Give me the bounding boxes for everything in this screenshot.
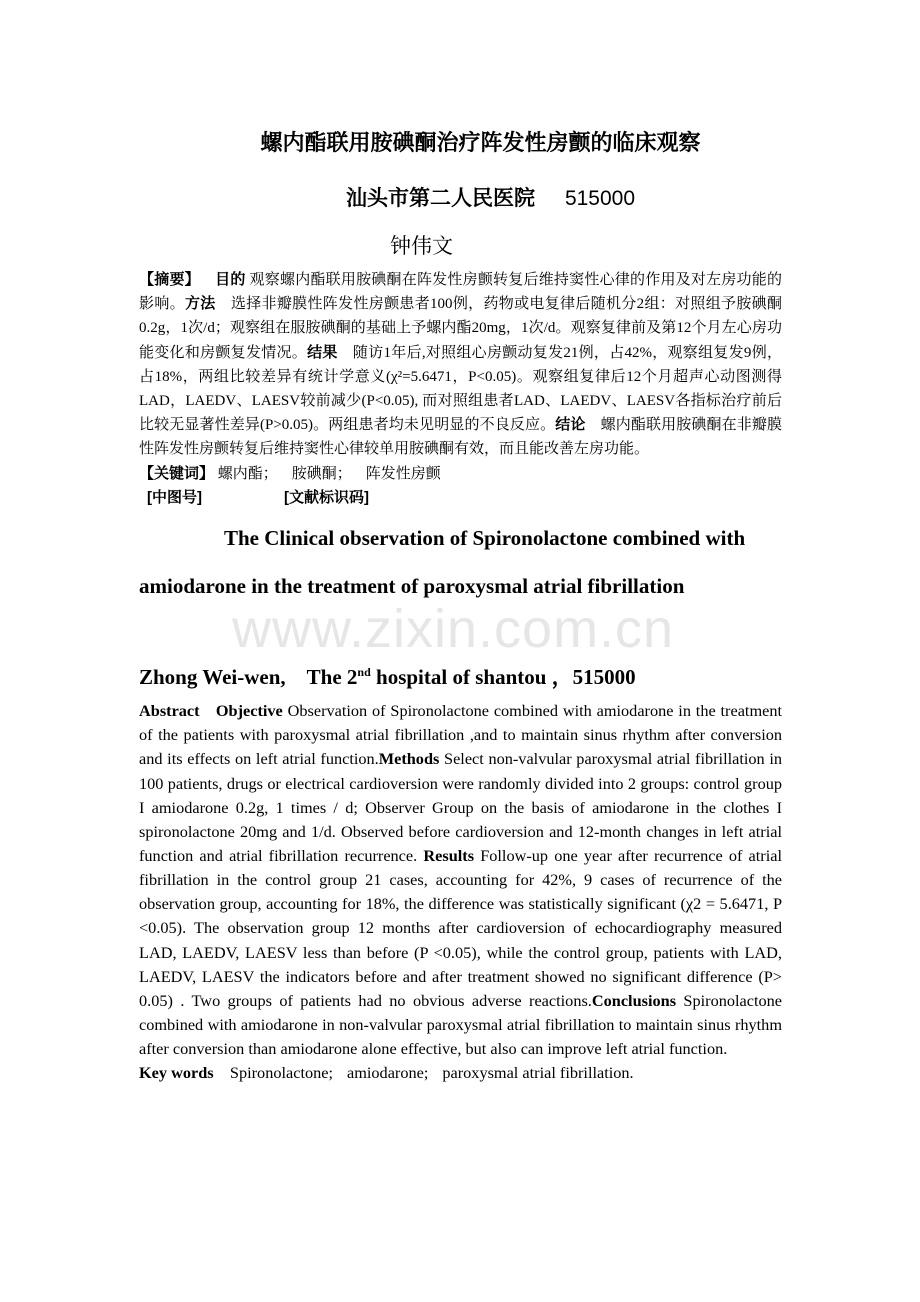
abstract-label: 【摘要】 [139, 271, 200, 288]
objective-label: 目的 [214, 271, 246, 288]
affiliation-cn [139, 184, 782, 214]
keywords-label: 【关键词】 [139, 465, 215, 482]
keywords-cn [139, 462, 782, 486]
classification-line [139, 486, 782, 510]
postcode: 515000 [564, 187, 636, 210]
methods-label: 方法 [184, 295, 216, 313]
keyword-en: Spironolactone; [229, 1063, 333, 1083]
methods-text: 选择非瓣膜性阵发性房颤患者100例，药物或电复律后随机分2组：对照组予胺碘酮0.2g，1次/d；观察组在服胺碘酮的基础上予螺内酯20mg，1次/d。观察复律前及第12个月左心房功能变化和房颤复发情况。 [139, 296, 782, 361]
keyword: 阵发性房颤 [365, 465, 441, 482]
results-text-en: Follow-up one year after recurrence of atrial fibrillation in the control group 21 cases, accounting for 42%, 9 cases of recurrence of the observation group, accounting for 18%, the difference was statistically significant (χ2 = 5.6471, P <0.05). The observation group 12 months after cardioversion of echocardiography measured LAD, LAEDV, LAESV less than before (P <0.05), while the control group, patients with LAD, LAEDV, LAESV the indicators before and after treatment showed no significant difference (P> 0.05) . Two groups of patients had no obvious adverse reactions. [139, 845, 782, 1010]
conclusion-text: 螺内酯联用胺碘酮在非瓣膜性阵发性房颤转复后维持窦性心律较单用胺碘酮有效，而且能改善左房功能。 [139, 417, 782, 458]
hospital-en: The 2 [306, 665, 358, 690]
keywords-label-en: Key words [139, 1063, 214, 1083]
methods-text-en: Select non-valvular paroxysmal atrial fibrillation in 100 patients, drugs or electrical cardioversion were randomly divided into 2 groups: control group I amiodarone 0.2g, 1 times / d; Observer Group on the basis of amiodarone in the clothes I spironolactone 20mg and 1/d. Observed before cardioversion and 12-month changes in left atrial function and atrial fibrillation recurrence. [139, 749, 783, 865]
paper-title-cn: 螺内酯联用胺碘酮治疗阵发性房颤的临床观察 [260, 130, 701, 155]
keyword: 螺内酯； [217, 465, 278, 482]
watermark: www.zixin.com.cn [232, 599, 675, 660]
objective-text: 观察螺内酯联用胺碘酮在阵发性房颤转复后维持窦性心律的作用及对左房功能的影响。 [139, 272, 782, 313]
objective-label-en: Objective [215, 701, 283, 721]
doc-code-label: [文献标识码] [284, 488, 369, 506]
abstract-en [139, 699, 782, 1061]
conclusion-text-en: Spironolactone combined with amiodarone in non-valvular paroxysmal atrial fibrillation to maintain sinus rhythm after conversion than amiodarone alone effective, but also can improve left atrial function. [139, 990, 783, 1059]
keyword-en: paroxysmal atrial fibrillation. [442, 1063, 634, 1083]
author-en [139, 658, 782, 691]
paper-title-en-line2: amiodarone in the treatment of paroxysmal atrial fibrillation [139, 574, 685, 599]
clc-label: [中图号] [147, 488, 202, 506]
abstract-label-en: Abstract [139, 701, 200, 721]
ordinal-suffix: nd [357, 665, 371, 680]
conclusion-label-en: Conclusions [591, 990, 677, 1010]
abstract-cn [139, 268, 782, 462]
results-label-en: Results [423, 845, 475, 865]
hospital-en-rest: hospital of shantou ，515000 [370, 665, 636, 690]
keyword: 胺碘酮； [291, 465, 352, 482]
author-cn: 钟伟文 [390, 235, 453, 258]
conclusion-label: 结论 [555, 416, 586, 434]
results-text: 随访1年后,对照组心房颤动复发21例，占42%，观察组复发9例，占18%，两组比较差异有统计学意义(χ²=5.6471，P<0.05)。观察组复律后12个月超声心动图测得LAD，LAEDV、LAESV较前减少(P<0.05), 而对照组患者LAD、LAEDV、LAESV各指标治疗前后比较无显著性差异(P>0.05)。两组患者均未见明显的不良反应。 [139, 344, 782, 434]
objective-text-en: Observation of Spironolactone combined with amiodarone in the treatment of the patients with paroxysmal atrial fibrillation ,and to maintain sinus rhythm after conversion and its effects on left atrial function. [139, 701, 782, 769]
author-name-en: Zhong Wei-wen, [139, 665, 286, 690]
keyword-en: amiodarone; [347, 1063, 429, 1083]
keywords-en [139, 1061, 782, 1085]
paper-title-en-line1: The Clinical observation of Spironolactone combined with [224, 526, 746, 551]
hospital-name: 汕头市第二人民医院 [345, 187, 535, 210]
results-label: 结果 [307, 343, 338, 361]
methods-label-en: Methods [378, 749, 440, 769]
